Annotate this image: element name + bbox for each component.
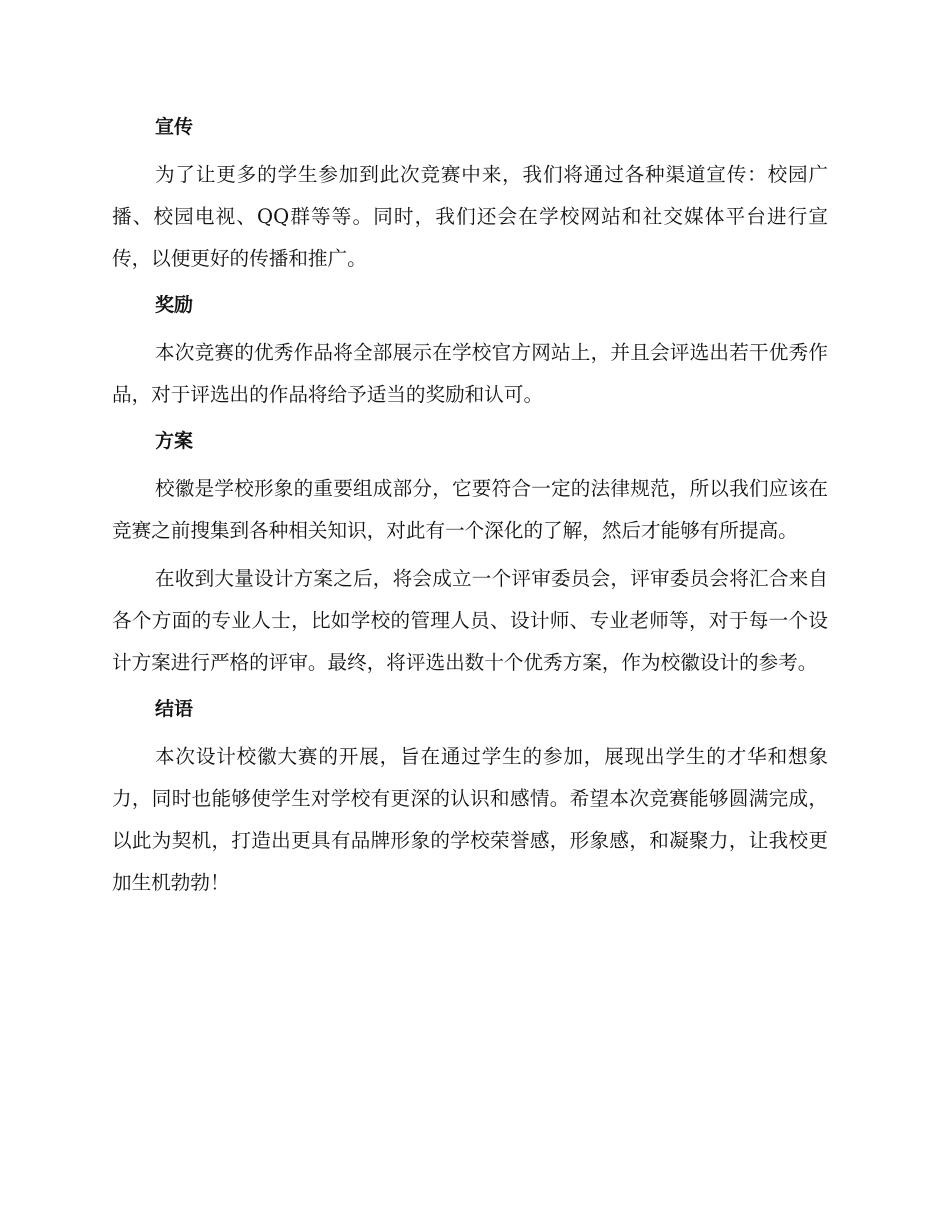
- section-heading-publicity: 宣传: [155, 116, 194, 138]
- plan-paragraph-2: 在收到大量设计方案之后，将会成立一个评审委员会，评审委员会将汇合来自各个方面的专业人士，比如学校的管理人员、设计师、专业老师等，对于每一个设计方案进行严格的评审。最终，将评选出数十个优秀方案，作为校徽设计的参考。: [112, 567, 828, 674]
- document-page: [112, 108, 828, 910]
- section-heading-rewards: 奖励: [155, 294, 194, 316]
- section-heading-conclusion: 结语: [155, 698, 194, 720]
- conclusion-paragraph: 本次设计校徽大赛的开展，旨在通过学生的参加，展现出学生的才华和想象力，同时也能够使学生对学校有更深的认识和感情。希望本次竞赛能够圆满完成，以此为契机，打造出更具有品牌形象的学校荣誉感，形象感，和凝聚力，让我校更加生机勃勃！: [112, 745, 828, 894]
- rewards-paragraph: 本次竞赛的优秀作品将全部展示在学校官方网站上，并且会评选出若干优秀作品，对于评选出的作品将给予适当的奖励和认可。: [112, 341, 828, 406]
- plan-paragraph-1: 校徽是学校形象的重要组成部分，它要符合一定的法律规范，所以我们应该在竞赛之前搜集到各种相关知识，对此有一个深化的了解，然后才能够有所提高。: [112, 477, 828, 542]
- publicity-paragraph: 为了让更多的学生参加到此次竞赛中来，我们将通过各种渠道宣传：校园广播、校园电视、QQ群等等。同时，我们还会在学校网站和社交媒体平台进行宣传，以便更好的传播和推广。: [112, 163, 828, 270]
- section-heading-plan: 方案: [155, 430, 194, 452]
